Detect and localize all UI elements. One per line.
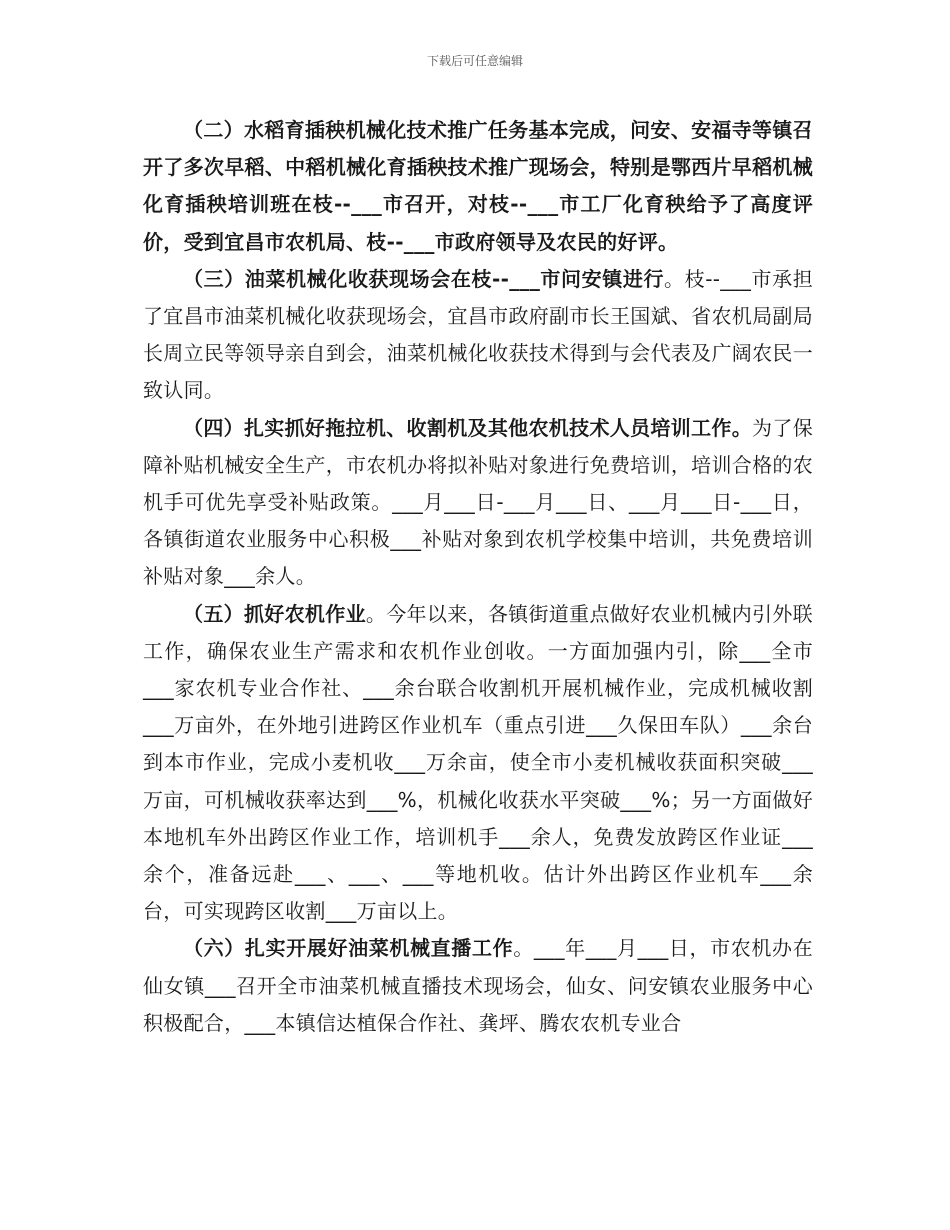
paragraph-body: 。___年___月___日，市农机办在仙女镇___召开全市油菜机械直播技术现场会，仙女、问安镇农业服务中心积极配合，___本镇信达植保合作社、龚坪、腾农农机专业合 (143, 936, 813, 1035)
paragraph-4 (143, 410, 813, 596)
paragraph-heading: （四）扎实抓好拖拉机、收割机及其他农机技术人员培训工作。 (183, 415, 753, 440)
paragraph-body: 。枝--___市承担了宜昌市油菜机械化收获现场会，宜昌市政府副市长王国斌、省农机局副局长周立民等领导亲自到会，油菜机械化收获技术得到与会代表及广阔农民一致认同。 (143, 266, 813, 403)
paragraph-heading: （六）扎实开展好油菜机械直播工作 (183, 936, 514, 961)
paragraph-2 (143, 112, 813, 261)
paragraph-heading: （三）油菜机械化收获现场会在枝--___市问安镇进行 (183, 266, 665, 291)
paragraph-5 (143, 596, 813, 931)
paragraph-6 (143, 930, 813, 1042)
page-header: 下载后可任意编辑 (426, 54, 523, 68)
paragraph-3 (143, 261, 813, 410)
paragraph-heading: （二）水稻育插秧机械化技术推广任务基本完成，问安、安福寺等镇召开了多次早稻、中稻机械化育插秧技术推广现场会，特别是鄂西片早稻机械化育插秧培训班在枝--___市召开，对枝--___市工厂化育秧给予了高度评价，受到宜昌市农机局、枝--___市政府领导及农民的好评。 (143, 118, 813, 254)
paragraph-body: 为了保障补贴机械安全生产，市农机办将拟补贴对象进行免费培训，培训合格的农机手可优先享受补贴政策。___月___日-___月___日、___月___日-___日，各镇街道农业服务中心积极___补贴对象到农机学校集中培训，共免费培训补贴对象___余人。 (143, 415, 813, 589)
paragraph-heading: （五）抓好农机作业 (183, 601, 366, 626)
document-body (143, 112, 813, 1042)
paragraph-body: 。今年以来，各镇街道重点做好农业机械内引外联工作，确保农业生产需求和农机作业创收。一方面加强内引，除___全市___家农机专业合作社、___余台联合收割机开展机械作业，完成机械收割___万亩外，在外地引进跨区作业机车（重点引进___久保田车队）___余台到本市作业，完成小麦机收___万余亩，使全市小麦机械收获面积突破___万亩，可机械收获率达到___%，机械化收获水平突破___%；另一方面做好本地机车外出跨区作业工作，培训机手___余人，免费发放跨区作业证___余个，准备远赴___、___、___等地机收。估计外出跨区作业机车___余台，可实现跨区收割___万亩以上。 (143, 601, 813, 924)
